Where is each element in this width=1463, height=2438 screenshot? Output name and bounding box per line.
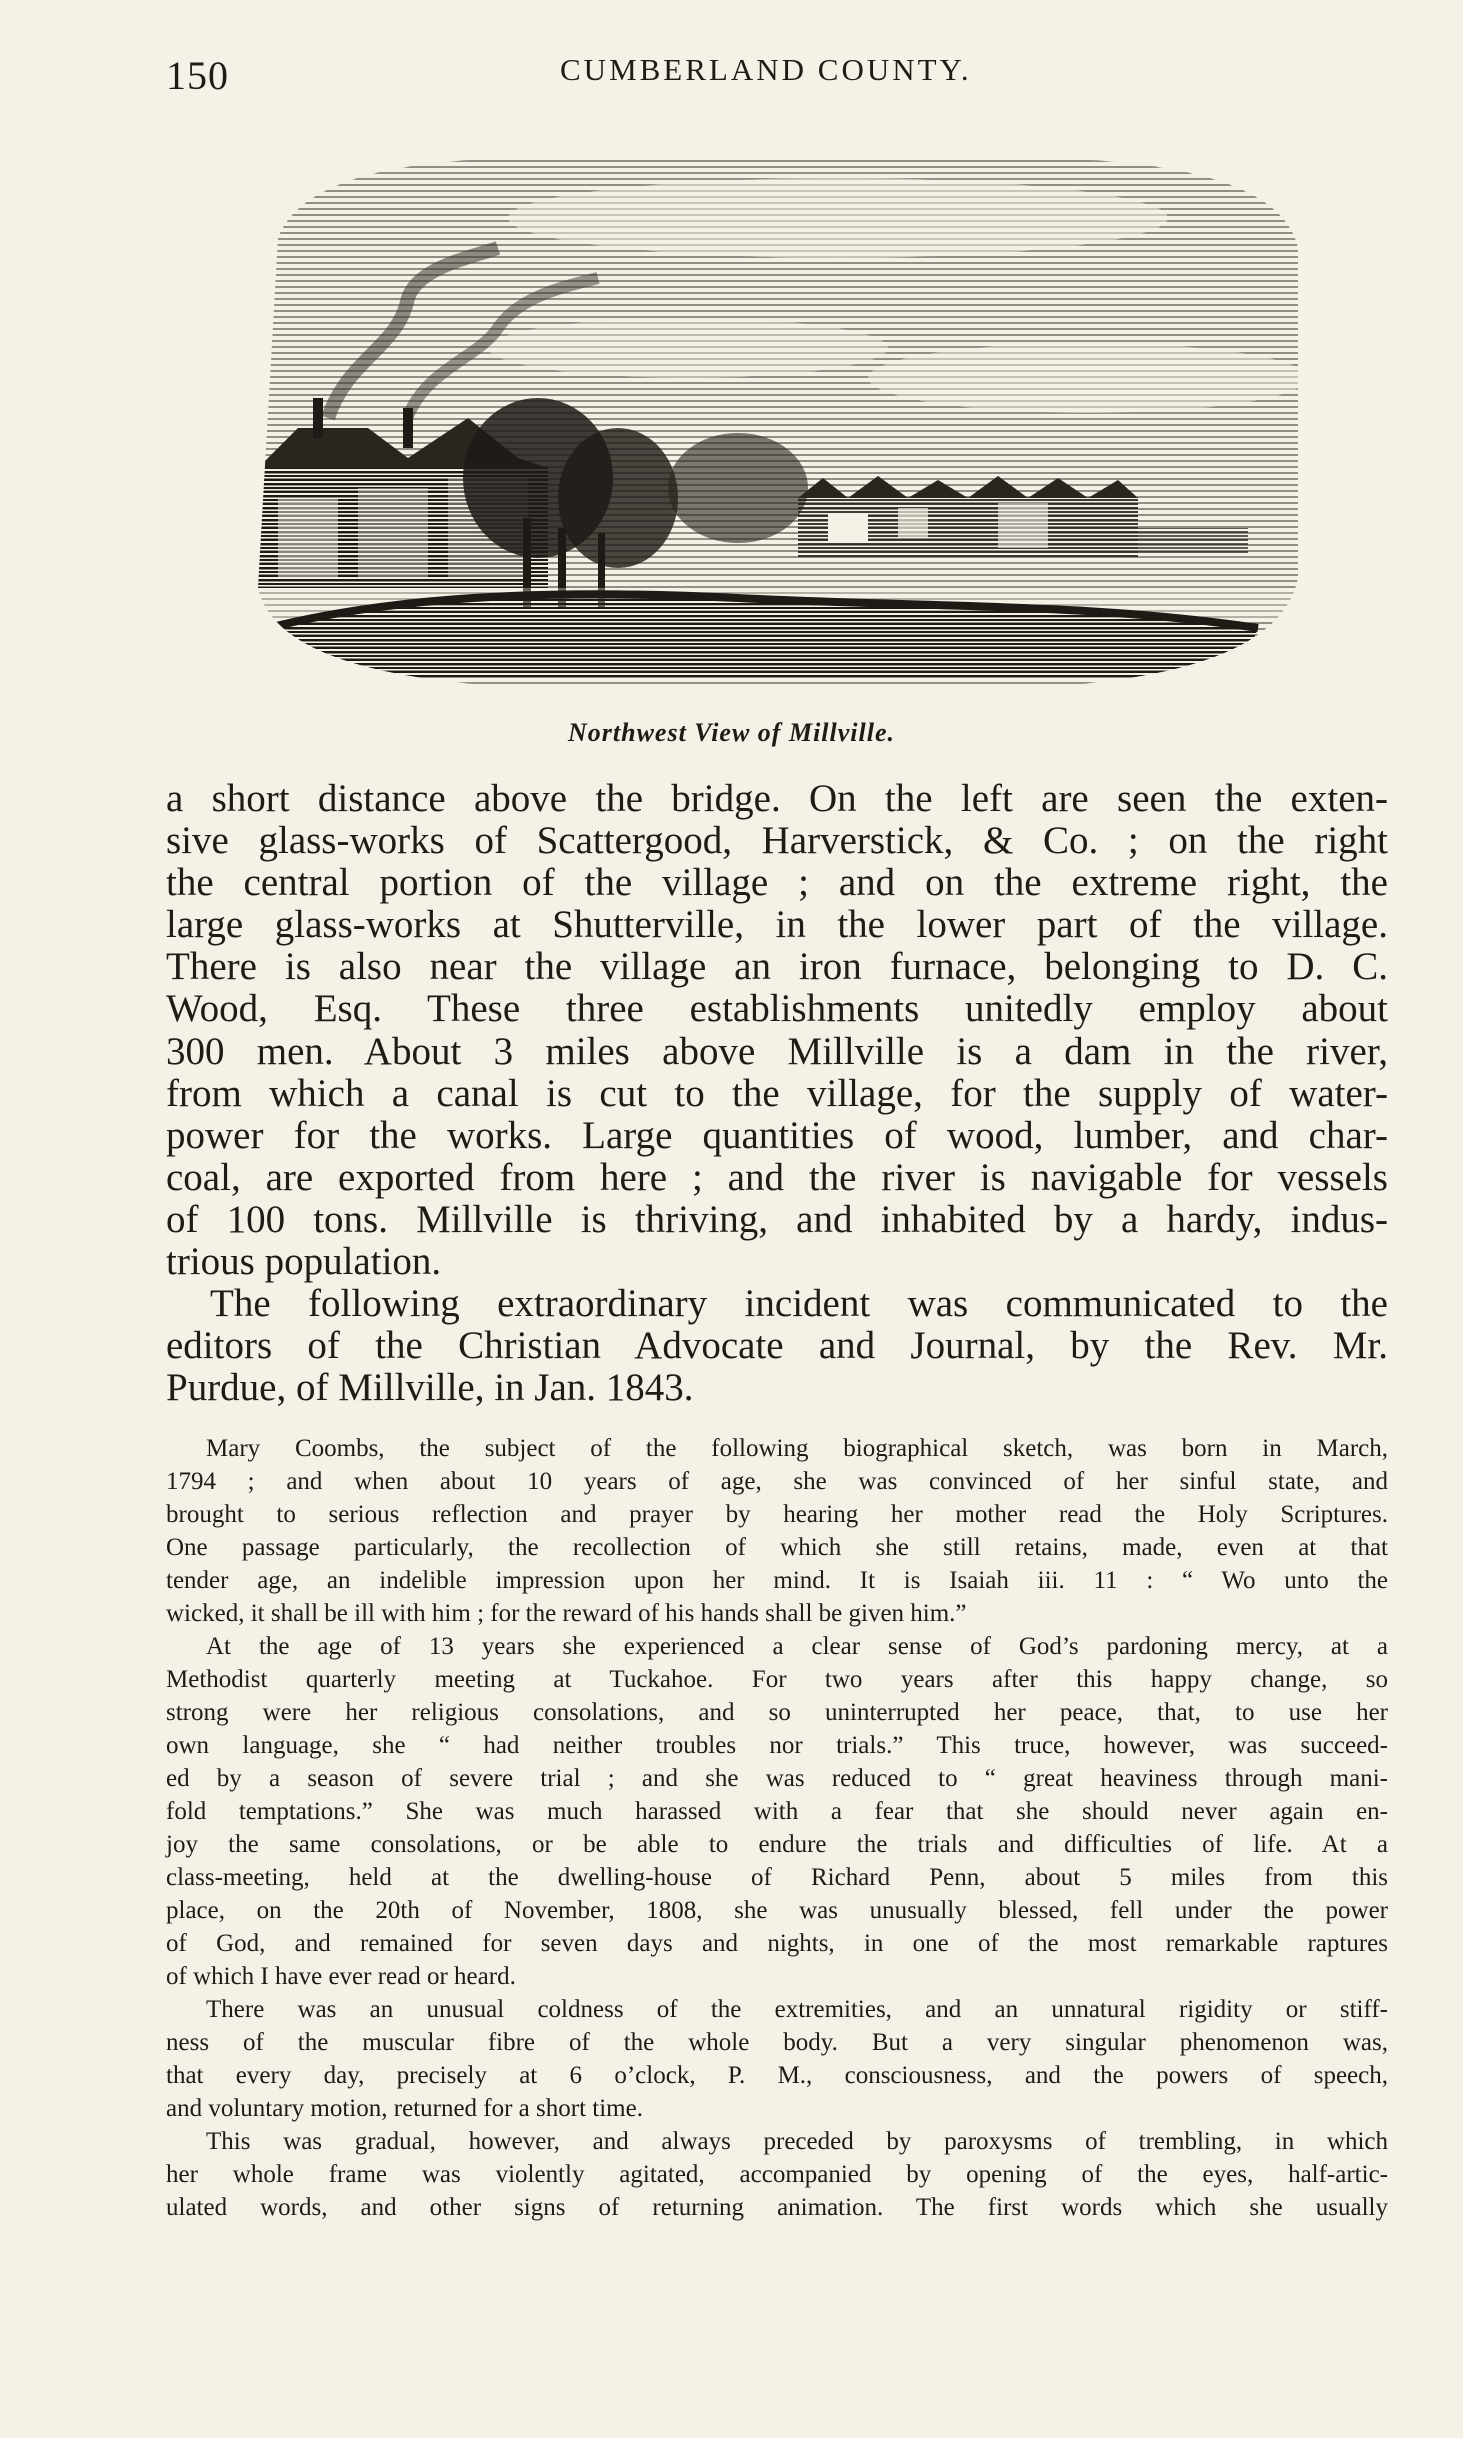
text-line: Purdue, of Millville, in Jan. 1843. — [166, 1366, 694, 1410]
millville-engraving — [238, 158, 1318, 698]
text-line: large glass-works at Shutterville, in the lower part of the village. — [166, 903, 1388, 947]
text-line: own language, she “ had neither troubles nor trials.” This truce, however, was succeed- — [166, 1732, 1388, 1759]
text-line: sive glass-works of Scattergood, Harverstick, & Co. ; on the right — [166, 819, 1388, 863]
text-line: The following extraordinary incident was communicated to the — [210, 1282, 1388, 1326]
running-title: CUMBERLAND COUNTY. — [560, 52, 972, 87]
text-line: strong were her religious consolations, and so uninterrupted her peace, that, to use her — [166, 1699, 1388, 1726]
text-line: wicked, it shall be ill with him ; for the reward of his hands shall be given him.” — [166, 1600, 967, 1627]
main-text — [166, 778, 1388, 1409]
text-line: of 100 tons. Millville is thriving, and inhabited by a hardy, indus- — [166, 1197, 1388, 1241]
text-line: that every day, precisely at 6 o’clock, P. M., consciousness, and the powers of speech, — [166, 2062, 1388, 2089]
text-line: Methodist quarterly meeting at Tuckahoe. For two years after this happy change, so — [166, 1666, 1388, 1693]
text-line: 1794 ; and when about 10 years of age, she was convinced of her sinful state, and — [166, 1468, 1388, 1495]
text-line: place, on the 20th of November, 1808, she was unusually blessed, fell under the power — [166, 1897, 1388, 1924]
text-line: tender age, an indelible impression upon her mind. It is Isaiah iii. 11 : “ Wo unto the — [166, 1567, 1388, 1594]
text-line: of God, and remained for seven days and nights, in one of the most remarkable raptures — [166, 1930, 1388, 1957]
extract-paragraph — [166, 2125, 1388, 2224]
text-line: brought to serious reflection and prayer by hearing her mother read the Holy Scriptures. — [166, 1501, 1388, 1528]
text-line: of which I have ever read or heard. — [166, 1963, 516, 1990]
text-line: editors of the Christian Advocate and Journal, by the Rev. Mr. — [166, 1324, 1388, 1368]
page-number: 150 — [166, 53, 229, 98]
text-line: joy the same consolations, or be able to endure the trials and difficulties of life. At a — [166, 1831, 1388, 1858]
text-line: Wood, Esq. These three establishments unitedly employ about — [166, 987, 1388, 1031]
text-line: 300 men. About 3 miles above Millville is a dam in the river, — [166, 1029, 1388, 1073]
text-line: Mary Coombs, the subject of the following biographical sketch, was born in March, — [206, 1435, 1388, 1462]
extract-paragraph — [166, 1432, 1388, 1630]
paragraph-incident — [166, 1283, 1388, 1409]
text-line: class-meeting, held at the dwelling-house of Richard Penn, about 5 miles from this — [166, 1864, 1388, 1891]
text-line: There was an unusual coldness of the extremities, and an unnatural rigidity or stiff- — [206, 1996, 1388, 2023]
text-line: ulated words, and other signs of returning animation. The first words which she usually — [166, 2194, 1388, 2221]
text-line: ed by a season of severe trial ; and she was reduced to “ great heaviness through mani- — [166, 1765, 1388, 1792]
text-line: the central portion of the village ; and on the extreme right, the — [166, 861, 1388, 905]
text-line: her whole frame was violently agitated, accompanied by opening of the eyes, half-artic- — [166, 2161, 1388, 2188]
text-line: from which a canal is cut to the village, for the supply of water- — [166, 1071, 1388, 1115]
quoted-extract — [166, 1432, 1388, 2224]
text-line: This was gradual, however, and always preceded by paroxysms of trembling, in which — [206, 2128, 1388, 2155]
text-line: ness of the muscular fibre of the whole body. But a very singular phenomenon was, — [166, 2029, 1388, 2056]
paragraph-description — [166, 778, 1388, 1283]
extract-paragraph — [166, 1993, 1388, 2125]
text-line: power for the works. Large quantities of wood, lumber, and char- — [166, 1113, 1388, 1157]
extract-paragraph — [166, 1630, 1388, 1993]
text-line: There is also near the village an iron furnace, belonging to D. C. — [166, 945, 1388, 989]
text-line: trious population. — [166, 1240, 442, 1284]
text-line: One passage particularly, the recollection of which she still retains, made, even at that — [166, 1534, 1388, 1561]
text-line: a short distance above the bridge. On the left are seen the exten- — [166, 777, 1388, 820]
text-line: fold temptations.” She was much harassed with a fear that she should never again en- — [166, 1798, 1388, 1825]
text-line: coal, are exported from here ; and the river is navigable for vessels — [166, 1155, 1388, 1199]
text-line: At the age of 13 years she experienced a clear sense of God’s pardoning mercy, at a — [206, 1633, 1388, 1660]
text-line: and voluntary motion, returned for a short time. — [166, 2095, 643, 2122]
figure-caption: Northwest View of Millville. — [567, 718, 895, 747]
